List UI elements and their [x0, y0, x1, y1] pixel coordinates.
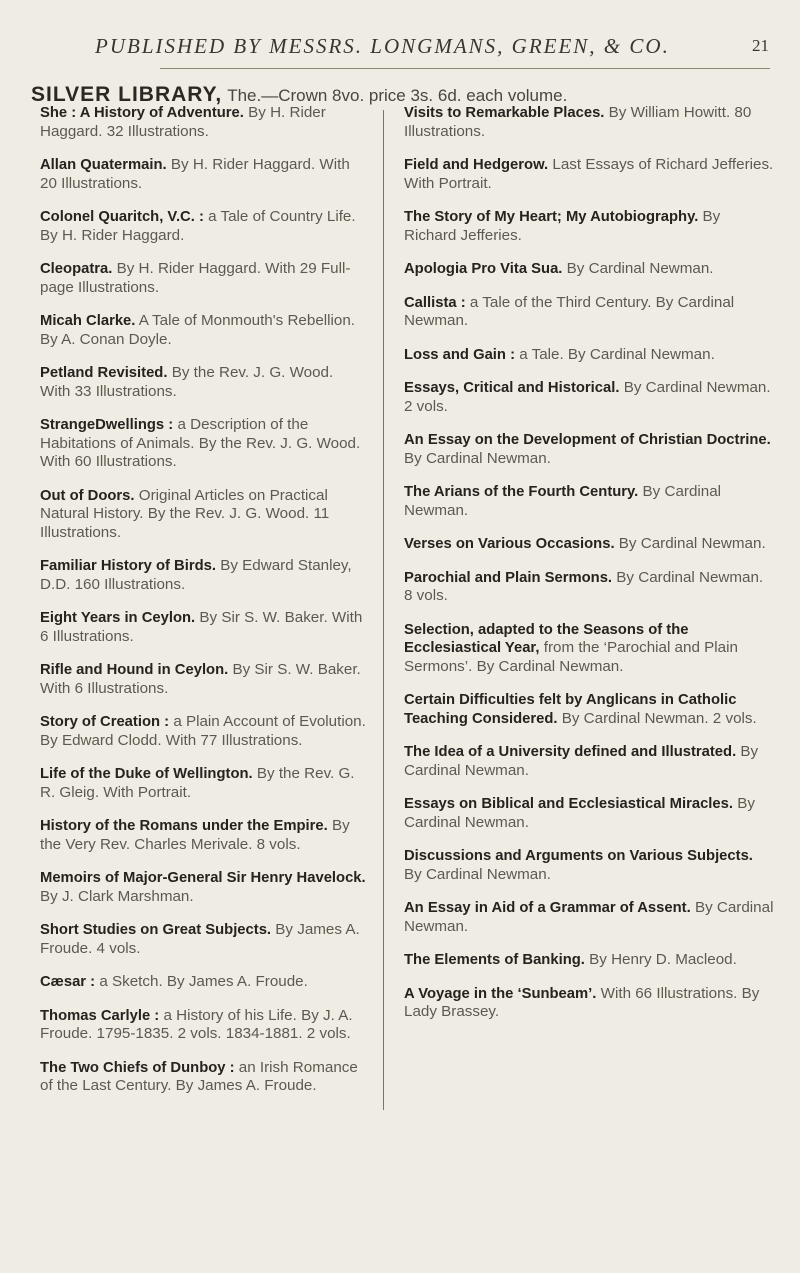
book-description: By the Rev. J. G. Wood. With 33 Illustrations.	[40, 364, 334, 400]
book-title: Micah Clarke.	[40, 313, 136, 329]
book-description: a Tale of Country Life. By H. Rider Haggard.	[40, 208, 356, 244]
book-title: Cæsar :	[40, 974, 96, 990]
book-entry	[404, 208, 774, 245]
book-entry	[40, 156, 366, 193]
page-number: 21	[752, 36, 769, 55]
book-entry	[404, 847, 774, 884]
book-title: Petland Revisited.	[40, 365, 168, 381]
book-description: By H. Rider Haggard. With 20 Illustrations.	[40, 156, 350, 192]
book-entry	[40, 713, 366, 750]
book-entry	[404, 795, 774, 832]
book-description: By the Very Rev. Charles Merivale. 8 vols.	[40, 817, 350, 853]
book-title: Cleopatra.	[40, 261, 113, 277]
book-description: a Sketch. By James A. Froude.	[99, 973, 308, 990]
book-title: Familiar History of Birds.	[40, 558, 216, 574]
book-title: Short Studies on Great Subjects.	[40, 922, 272, 938]
book-entry	[404, 346, 774, 365]
book-description: By Cardinal Newman. 8 vols.	[404, 568, 764, 604]
book-title: Story of Creation :	[40, 714, 170, 730]
book-title: Callista :	[404, 294, 466, 311]
book-entry	[404, 156, 774, 193]
series-subtitle: The.—Crown 8vo. price 3s. 6d. each volume.	[227, 86, 568, 105]
book-description: By Cardinal Newman. 2 vols.	[404, 379, 771, 415]
book-title: The Elements of Banking.	[404, 952, 585, 968]
book-entry	[404, 483, 774, 520]
book-title: Discussions and Arguments on Various Subjects.	[404, 848, 753, 864]
book-title: She : A History of Adventure.	[40, 105, 244, 121]
book-entry	[40, 921, 366, 958]
book-description: a Tale of the Third Century. By Cardinal Newman.	[404, 293, 735, 329]
book-title: A Voyage in the ‘Sunbeam’.	[404, 985, 597, 1002]
book-description: By Cardinal Newman.	[618, 535, 766, 552]
book-description: By James A. Froude. 4 vols.	[40, 921, 360, 957]
right-column	[404, 104, 774, 1037]
book-description: By Henry D. Macleod.	[589, 951, 737, 968]
book-description: By William Howitt. 80 Illustrations.	[404, 104, 752, 140]
book-description: By Edward Stanley, D.D. 160 Illustrations.	[40, 557, 352, 593]
running-head: PUBLISHED BY MESSRS. LONGMANS, GREEN, & CO.	[95, 34, 670, 58]
series-title: SILVER LIBRARY,	[31, 83, 223, 106]
book-entry	[40, 1007, 366, 1044]
book-title: Thomas Carlyle :	[40, 1007, 160, 1024]
left-column	[40, 104, 366, 1111]
book-description: By Cardinal Newman.	[404, 483, 722, 519]
book-entry	[404, 260, 774, 279]
book-title: History of the Romans under the Empire.	[40, 818, 328, 834]
book-entry	[404, 899, 774, 936]
book-description: By the Rev. G. R. Gleig. With Portrait.	[40, 765, 355, 801]
book-description: By H. Rider Haggard. With 29 Full-page Illustrations.	[40, 260, 351, 296]
book-description: By H. Rider Haggard. 32 Illustrations.	[40, 104, 326, 140]
book-entry	[404, 535, 774, 554]
book-entry	[40, 765, 366, 802]
book-entry	[404, 431, 774, 468]
book-title: Verses on Various Occasions.	[404, 536, 615, 552]
book-description: By J. Clark Marshman.	[40, 887, 194, 905]
book-entry	[404, 294, 774, 331]
book-description: By Cardinal Newman.	[404, 449, 551, 467]
book-description: By Cardinal Newman.	[404, 899, 774, 935]
book-title: The Idea of a University defined and Illustrated.	[404, 744, 737, 760]
book-title: Essays on Biblical and Ecclesiastical Miracles.	[404, 796, 733, 812]
book-description: a Description of the Habitations of Animals. By the Rev. J. G. Wood. With 60 Illustrations.	[40, 416, 361, 470]
book-entry	[40, 416, 366, 472]
book-description: Last Essays of Richard Jefferies. With Portrait.	[404, 156, 774, 192]
book-entry	[40, 869, 366, 906]
book-title: StrangeDwellings :	[40, 417, 174, 433]
book-entry	[40, 364, 366, 401]
book-description: an Irish Romance of the Last Century. By James A. Froude.	[40, 1058, 358, 1094]
book-title: Memoirs of Major-General Sir Henry Havelock.	[40, 870, 366, 886]
book-entry	[40, 557, 366, 594]
book-title: Selection, adapted to the Seasons of the Ecclesiastical Year,	[404, 621, 689, 656]
book-description: By Cardinal Newman.	[404, 743, 759, 779]
book-description: By Cardinal Newman. 2 vols.	[561, 709, 757, 727]
book-entry	[404, 569, 774, 606]
book-title: Eight Years in Ceylon.	[40, 610, 196, 626]
book-description: Original Articles on Practical Natural History. By the Rev. J. G. Wood. 11 Illustrations.	[40, 486, 330, 541]
book-title: An Essay in Aid of a Grammar of Assent.	[404, 900, 691, 916]
book-description: from the ‘Parochial and Plain Sermons’. By Cardinal Newman.	[404, 639, 738, 675]
book-title: Apologia Pro Vita Sua.	[404, 261, 563, 277]
book-entry	[40, 312, 366, 349]
book-entry	[404, 621, 774, 677]
book-entry	[40, 661, 366, 698]
book-title: Out of Doors.	[40, 487, 135, 504]
book-entry	[404, 691, 774, 728]
book-entry	[404, 951, 774, 970]
book-title: Field and Hedgerow.	[404, 157, 549, 173]
book-title: The Story of My Heart; My Autobiography.	[404, 209, 699, 225]
book-description: By Richard Jefferies.	[404, 208, 721, 244]
book-title: Loss and Gain :	[404, 346, 515, 363]
book-description: A Tale of Monmouth's Rebellion. By A. Conan Doyle.	[40, 312, 356, 348]
book-entry	[40, 104, 366, 141]
book-entry	[404, 379, 774, 416]
book-description: With 66 Illustrations. By Lady Brassey.	[404, 984, 760, 1020]
book-entry	[404, 104, 774, 141]
book-entry	[40, 973, 366, 992]
book-title: Essays, Critical and Historical.	[404, 380, 620, 396]
book-entry	[40, 817, 366, 854]
book-entry	[40, 609, 366, 646]
book-title: The Arians of the Fourth Century.	[404, 484, 639, 500]
book-entry	[40, 208, 366, 245]
book-title: The Two Chiefs of Dunboy :	[40, 1059, 235, 1076]
book-title: Allan Quatermain.	[40, 157, 167, 173]
book-description: By Cardinal Newman.	[404, 865, 551, 883]
book-title: Certain Difficulties felt by Anglicans in Catholic Teaching Considered.	[404, 692, 737, 727]
book-description: By Sir S. W. Baker. With 6 Illustrations.	[40, 661, 361, 697]
book-title: Visits to Remarkable Places.	[404, 105, 605, 121]
book-title: An Essay on the Development of Christian Doctrine.	[404, 432, 771, 448]
book-description: a Tale. By Cardinal Newman.	[519, 345, 715, 363]
book-entry	[404, 743, 774, 780]
book-entry	[40, 260, 366, 297]
book-description: a History of his Life. By J. A. Froude. 1795-1835. 2 vols. 1834-1881. 2 vols.	[40, 1006, 353, 1042]
book-title: Life of the Duke of Wellington.	[40, 766, 253, 782]
book-description: a Plain Account of Evolution. By Edward Clodd. With 77 Illustrations.	[40, 713, 366, 749]
book-description: By Sir S. W. Baker. With 6 Illustrations.	[40, 609, 363, 645]
book-title: Rifle and Hound in Ceylon.	[40, 662, 229, 678]
book-title: Colonel Quaritch, V.C. :	[40, 209, 204, 225]
book-entry	[40, 1059, 366, 1096]
book-title: Parochial and Plain Sermons.	[404, 569, 613, 586]
header-rule	[160, 68, 770, 69]
book-entry	[40, 487, 366, 543]
column-divider	[383, 110, 384, 1110]
book-description: By Cardinal Newman.	[566, 260, 714, 277]
book-entry	[404, 985, 774, 1022]
book-description: By Cardinal Newman.	[404, 795, 755, 831]
